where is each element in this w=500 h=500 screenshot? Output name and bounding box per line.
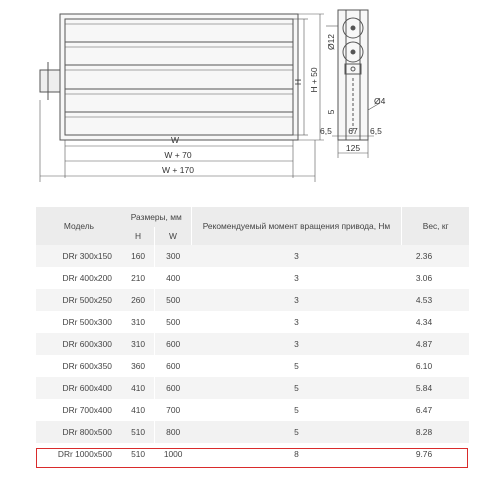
header-sizes: Размеры, мм (122, 207, 191, 227)
table-row (36, 377, 469, 399)
table-row (36, 289, 469, 311)
cell-w: 300 (155, 245, 191, 267)
header-torque: Рекомендуемый момент вращения привода, Нм (191, 207, 402, 245)
table-row (36, 267, 469, 289)
cell-h: 410 (122, 399, 155, 421)
cell-w: 1000 (155, 443, 191, 465)
table-row (36, 399, 469, 421)
cell-torque: 5 (191, 421, 402, 443)
dim-w-label: W (170, 135, 180, 145)
table-row (36, 311, 469, 333)
cell-w: 500 (155, 311, 191, 333)
cell-torque: 3 (191, 311, 402, 333)
cell-w: 500 (155, 289, 191, 311)
cell-weight: 4.87 (402, 333, 469, 355)
cell-model: DRr 400x200 (36, 267, 122, 289)
dim-65-right-label: 6,5 (370, 126, 382, 136)
cell-weight: 9.76 (402, 443, 469, 465)
table-row (36, 245, 469, 267)
cell-torque: 3 (191, 267, 402, 289)
header-w: W (155, 227, 191, 245)
header-h: H (122, 227, 155, 245)
cell-w: 600 (155, 333, 191, 355)
cell-w: 700 (155, 399, 191, 421)
cell-torque: 3 (191, 289, 402, 311)
table-header-row (36, 207, 469, 227)
header-model: Модель (36, 207, 122, 245)
dim-65-left-label: 6,5 (320, 126, 332, 136)
specs-table (36, 207, 469, 465)
table-row-highlighted (36, 421, 469, 443)
cell-w: 600 (155, 355, 191, 377)
table-row (36, 355, 469, 377)
cell-weight: 2.36 (402, 245, 469, 267)
cell-w: 400 (155, 267, 191, 289)
cell-h: 210 (122, 267, 155, 289)
cell-model: DRr 500x250 (36, 289, 122, 311)
dim-d12-label: Ø12 (326, 33, 336, 51)
dim-5-label: 5 (326, 109, 336, 115)
cell-weight: 6.10 (402, 355, 469, 377)
dim-w70-label: W + 70 (164, 150, 192, 160)
cell-h: 510 (122, 421, 155, 443)
cell-h: 310 (122, 311, 155, 333)
cell-weight: 4.53 (402, 289, 469, 311)
cell-model: DRr 600x350 (36, 355, 122, 377)
cell-model: DRr 1000x500 (36, 443, 122, 465)
dim-67-label: 67 (348, 126, 358, 136)
cell-weight: 4.34 (402, 311, 469, 333)
cell-h: 360 (122, 355, 155, 377)
cell-torque: 8 (191, 443, 402, 465)
cell-model: DRr 600x400 (36, 377, 122, 399)
cell-torque: 5 (191, 355, 402, 377)
dim-125-label: 125 (345, 143, 361, 153)
cell-w: 800 (155, 421, 191, 443)
cell-model: DRr 300x150 (36, 245, 122, 267)
table-row (36, 443, 469, 465)
cell-torque: 3 (191, 245, 402, 267)
cell-model: DRr 500x300 (36, 311, 122, 333)
cell-model: DRr 600x300 (36, 333, 122, 355)
cell-w: 600 (155, 377, 191, 399)
header-weight: Вес, кг (402, 207, 469, 245)
dim-h50-label: H + 50 (309, 67, 319, 93)
cell-h: 410 (122, 377, 155, 399)
cell-torque: 3 (191, 333, 402, 355)
cell-weight: 6.47 (402, 399, 469, 421)
cell-h: 160 (122, 245, 155, 267)
dim-d4-label: Ø4 (374, 96, 386, 106)
technical-drawing (0, 0, 500, 200)
cell-weight: 8.28 (402, 421, 469, 443)
cell-weight: 3.06 (402, 267, 469, 289)
cell-h: 510 (122, 443, 155, 465)
table-row (36, 333, 469, 355)
cell-model: DRr 700x400 (36, 399, 122, 421)
dim-h-label: H (293, 78, 303, 86)
cell-torque: 5 (191, 399, 402, 421)
cell-torque: 5 (191, 377, 402, 399)
cell-model: DRr 800x500 (36, 421, 122, 443)
cell-weight: 5.84 (402, 377, 469, 399)
cell-h: 310 (122, 333, 155, 355)
cell-h: 260 (122, 289, 155, 311)
dim-w170-label: W + 170 (162, 165, 194, 175)
